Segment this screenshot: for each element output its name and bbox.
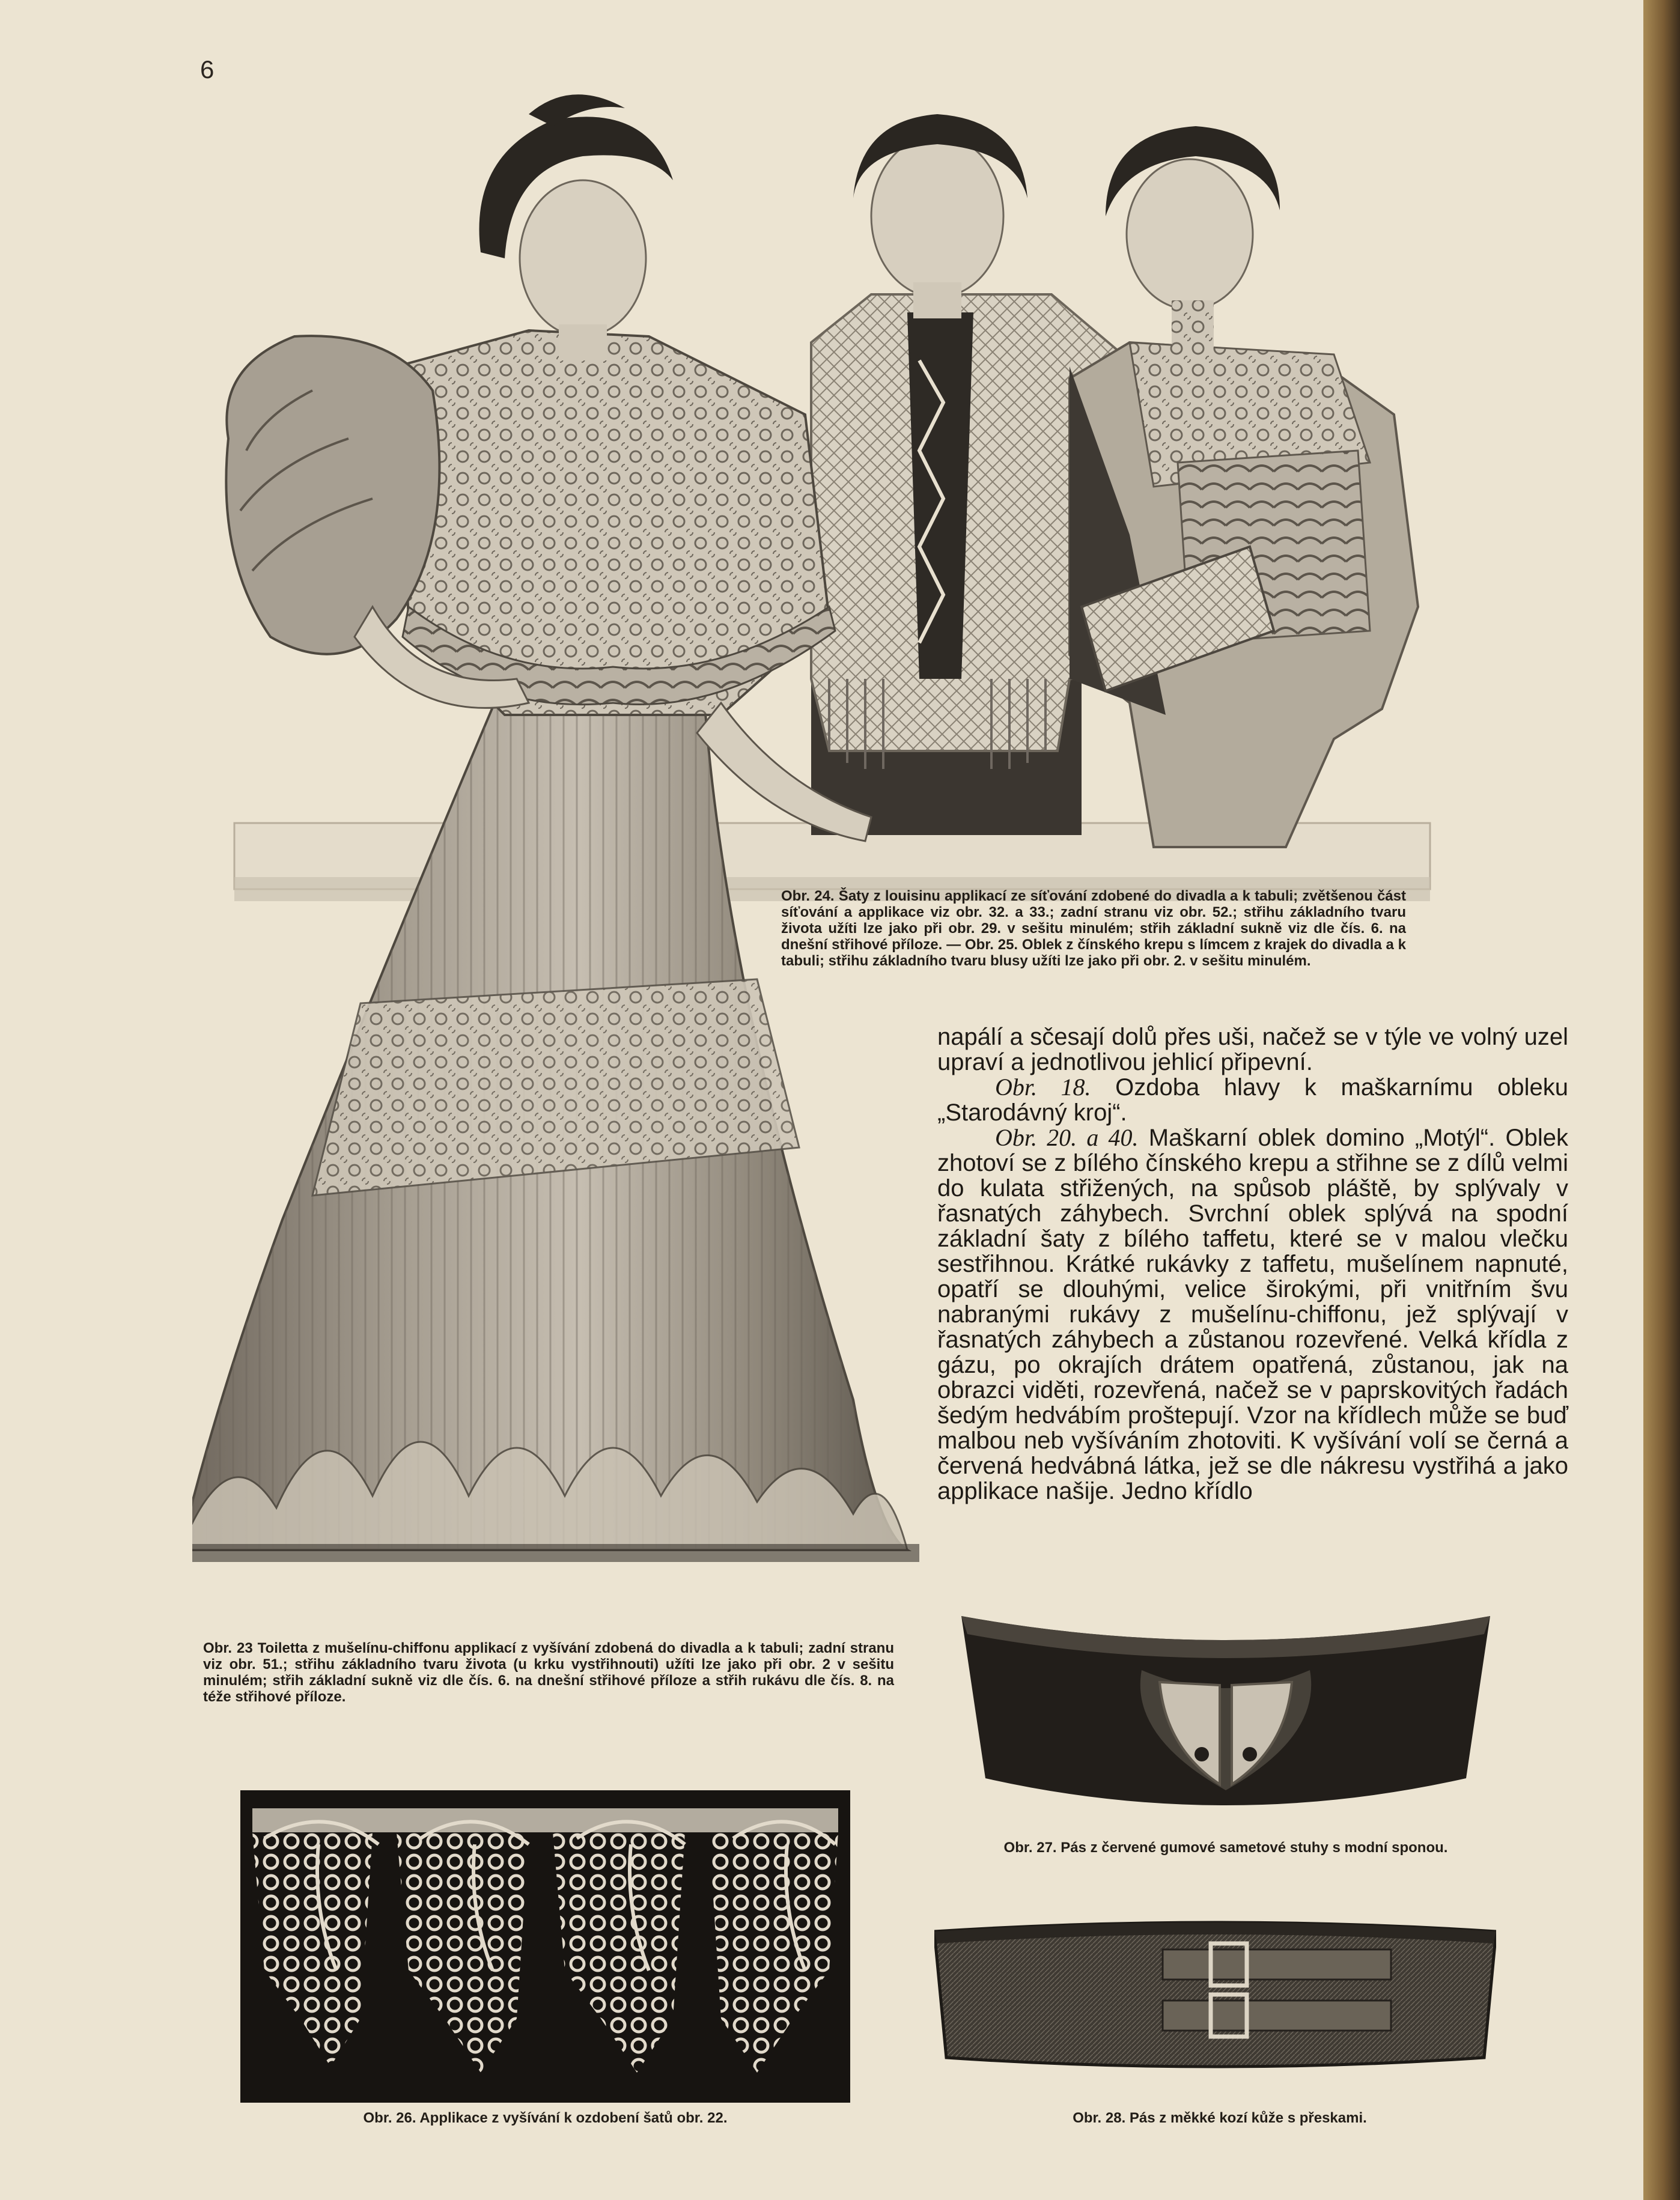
book-spine-edge bbox=[1643, 0, 1680, 2200]
paragraph-1: napálí a sčesají dolů přes uši, načež se v týle ve volný uzel upraví a jednotlivou jehlicí připevní. bbox=[937, 1024, 1568, 1075]
velvet-belt-figure bbox=[961, 1616, 1490, 1820]
caption-obr-28: Obr. 28. Pás z měkké kozí kůže s přeskami. bbox=[1073, 2110, 1367, 2126]
page-number: 6 bbox=[200, 55, 215, 84]
article-text bbox=[937, 1024, 1568, 1504]
caption-obr-26: Obr. 26. Applikace z vyšívání k ozdobení šatů obr. 22. bbox=[363, 2110, 728, 2126]
velvet-belt-drawing bbox=[961, 1616, 1490, 1820]
caption-obr-24-25: Obr. 24. Šaty z louisinu applikací ze síťování zdobené do divadla a k tabuli; zvětšenou část síťování a applikace viz obr. 32. a 33.; zadní stranu viz obr. 52.; střihu základního tvaru života užíti lze jako při obr. 29. v sešitu minulém; střih základní sukně viz dle čís. 6. na dnešní střihové příloze. — Obr. 25. Oblek z čínského krepu s límcem z krajek do divadla a k tabuli; střihu základního tvaru blusy užíti lze jako při obr. 2. v sešitu minulém. bbox=[781, 888, 1406, 969]
woman-right bbox=[1070, 126, 1418, 847]
paragraph-3: Obr. 20. a 40. Maškarní oblek domino „Motýl“. Oblek zhotoví se z bílého čínského krepu a střihne se z dílů velmi do kulata střižených, na spůsob pláště, by splývaly v řasnatých záhybech. Svrchní oblek splývá na spodní základní šaty z bílého taffetu, které se v malou vlečku sestřihnou. Krátké rukávky z taffetu, mušelínem napnuté, opatří se dlouhými, velice širokými, při vnitřním švu nabranými rukávy z mušelínu-chiffonu, jež splývají v řasnatých záhybech a zůstanou rozevřené. Velká křídla z gázu, po okrajích drátem opatřená, zůstanou, jak na obrazci viděti, rozevřená, načež se v paprskovitých řadách šedým hedvábím proštepují. Vzor na křídlech může se buď malbou neb vyšíváním zhotoviti. K vyšívání volí se černá a červená hedvábná látka, jež se dle nákresu vystřihá a jako applikace našije. Jedno křídlo bbox=[937, 1124, 1568, 1504]
lace-applique-figure bbox=[240, 1790, 850, 2103]
figure-ref-18: Obr. 18. bbox=[995, 1074, 1091, 1101]
caption-obr-27: Obr. 27. Pás z červené gumové sametové stuhy s modní sponou. bbox=[1003, 1840, 1448, 1856]
caption-obr-23: Obr. 23 Toiletta z mušelínu-chiffonu applikací z vyšívání zdobená do divadla a k tabuli; zadní stranu viz obr. 51.; střihu základního tvaru života (u krku vystřihnouti) užíti lze jako při obr. 2 v sešitu minulém; střih základní sukně viz dle čís. 6. na dnešní střihové příloze a střih rukávu dle čís. 8. na téže střihové příloze. bbox=[203, 1640, 894, 1705]
paragraph-2: Obr. 18. Ozdoba hlavy k maškarnímu obleku „Starodávný kroj“. bbox=[937, 1074, 1568, 1126]
leather-belt-figure bbox=[934, 1919, 1496, 2070]
lace-applique-drawing bbox=[240, 1790, 850, 2103]
figure-ref-20-40: Obr. 20. a 40. bbox=[995, 1124, 1139, 1151]
leather-belt-drawing bbox=[934, 1919, 1496, 2070]
